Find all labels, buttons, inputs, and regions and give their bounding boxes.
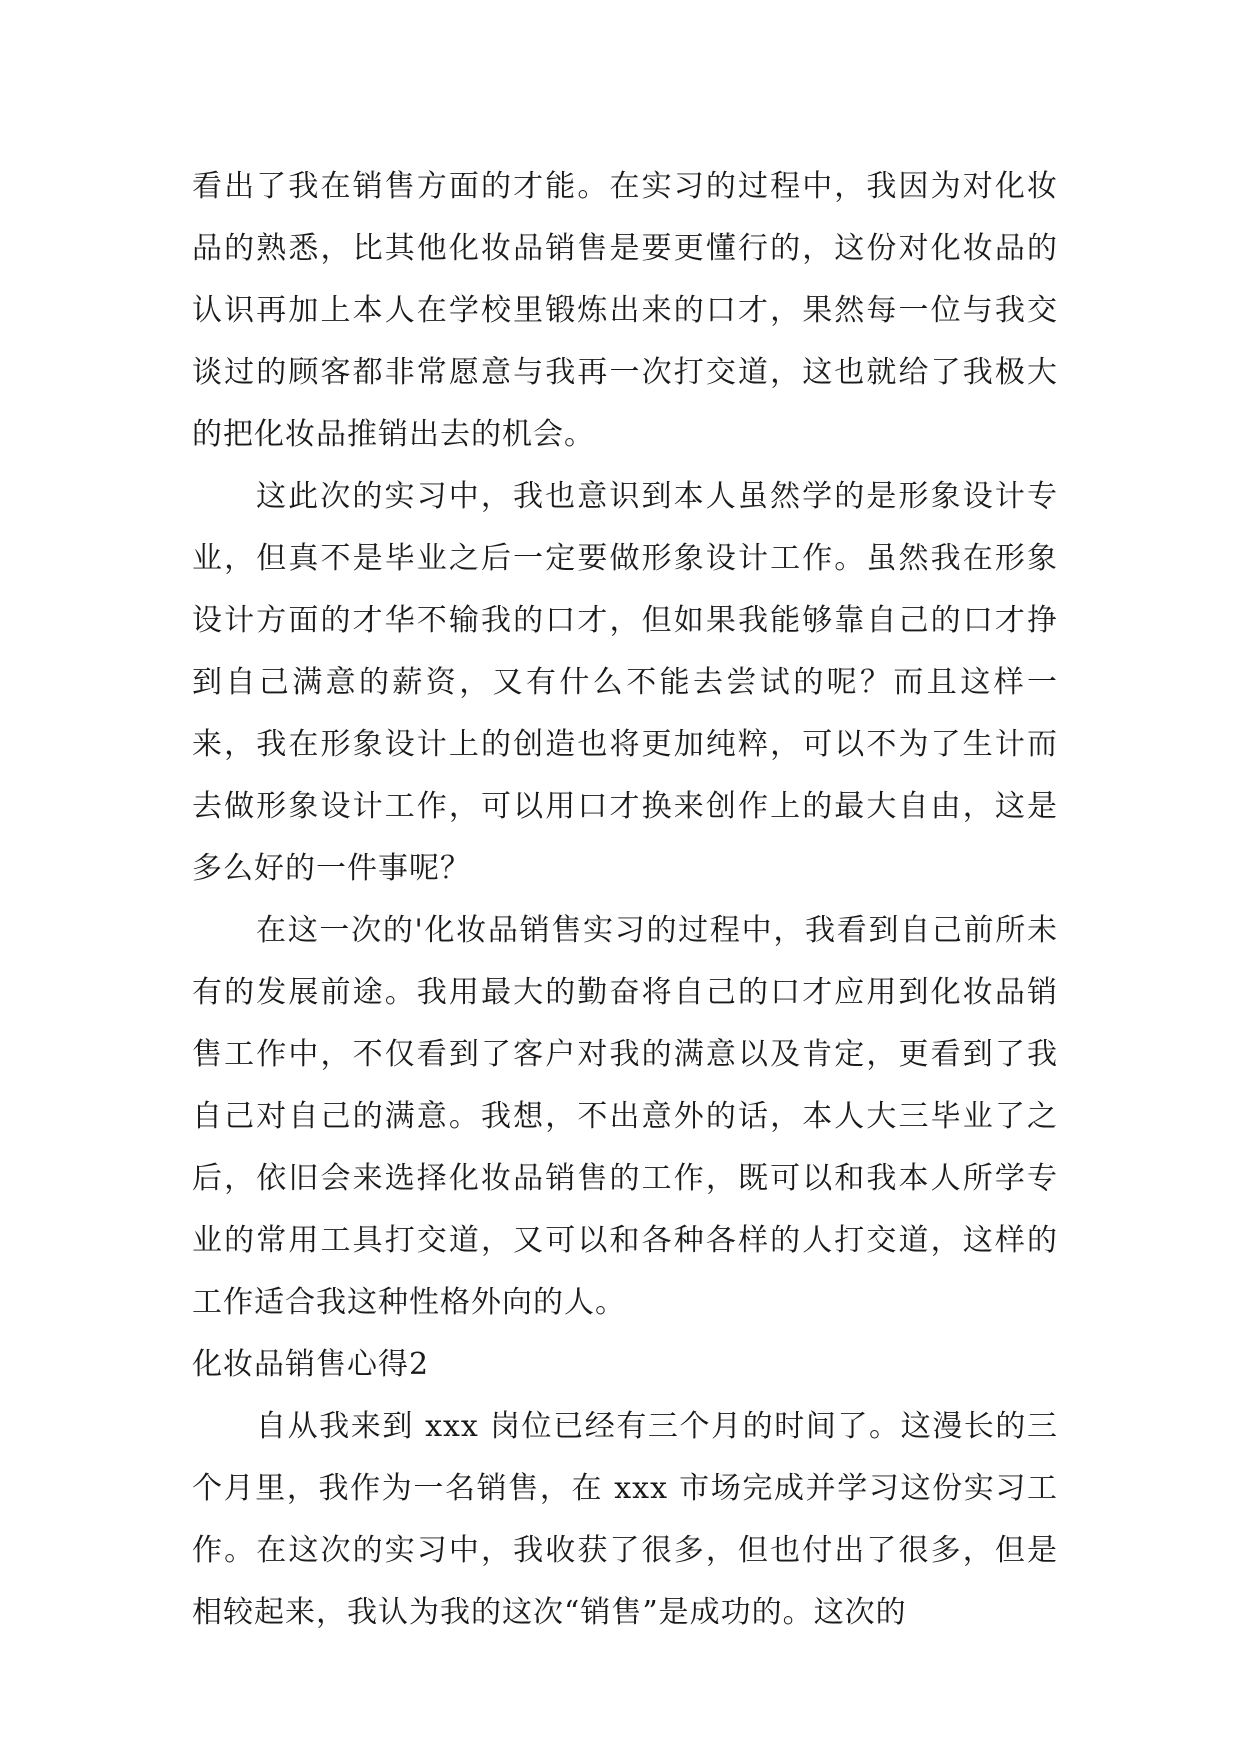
section-heading: 化妆品销售心得2 bbox=[192, 1347, 430, 1382]
paragraph-continuation: 看出了我在销售方面的才能。在实习的过程中，我因为对化妆品的熟悉，比其他化妆品销售是要更懂行的，这份对化妆品的认识再加上本人在学校里锻炼出来的口才，果然每一位与我交谈过的顾客都非常愿意与我再一次打交道，这也就给了我极大的把化妆品推销出去的机会。 bbox=[192, 169, 1058, 452]
document-body bbox=[192, 156, 1058, 1644]
paragraph-future-plans: 在这一次的'化妆品销售实习的过程中，我看到自己前所未有的发展前途。我用最大的勤奋将自己的口才应用到化妆品销售工作中，不仅看到了客户对我的满意以及肯定，更看到了我自己对自己的满意。我想，不出意外的话，本人大三毕业了之后，依旧会来选择化妆品销售的工作，既可以和我本人所学专业的常用工具打交道，又可以和各种各样的人打交道，这样的工作适合我这种性格外向的人。 bbox=[192, 913, 1058, 1320]
paragraph-section2-intro: 自从我来到 xxx 岗位已经有三个月的时间了。这漫长的三个月里，我作为一名销售，在 xxx 市场完成并学习这份实习工作。在这次的实习中，我收获了很多，但也付出了很多，但是相较起来，我认为我的这次“销售”是成功的。这次的 bbox=[192, 1409, 1058, 1630]
paragraph-career-reflection: 这此次的实习中，我也意识到本人虽然学的是形象设计专业，但真不是毕业之后一定要做形象设计工作。虽然我在形象设计方面的才华不输我的口才，但如果我能够靠自己的口才挣到自己满意的薪资，又有什么不能去尝试的呢？而且这样一来，我在形象设计上的创造也将更加纯粹，可以不为了生计而去做形象设计工作，可以用口才换来创作上的最大自由，这是多么好的一件事呢？ bbox=[192, 479, 1058, 886]
